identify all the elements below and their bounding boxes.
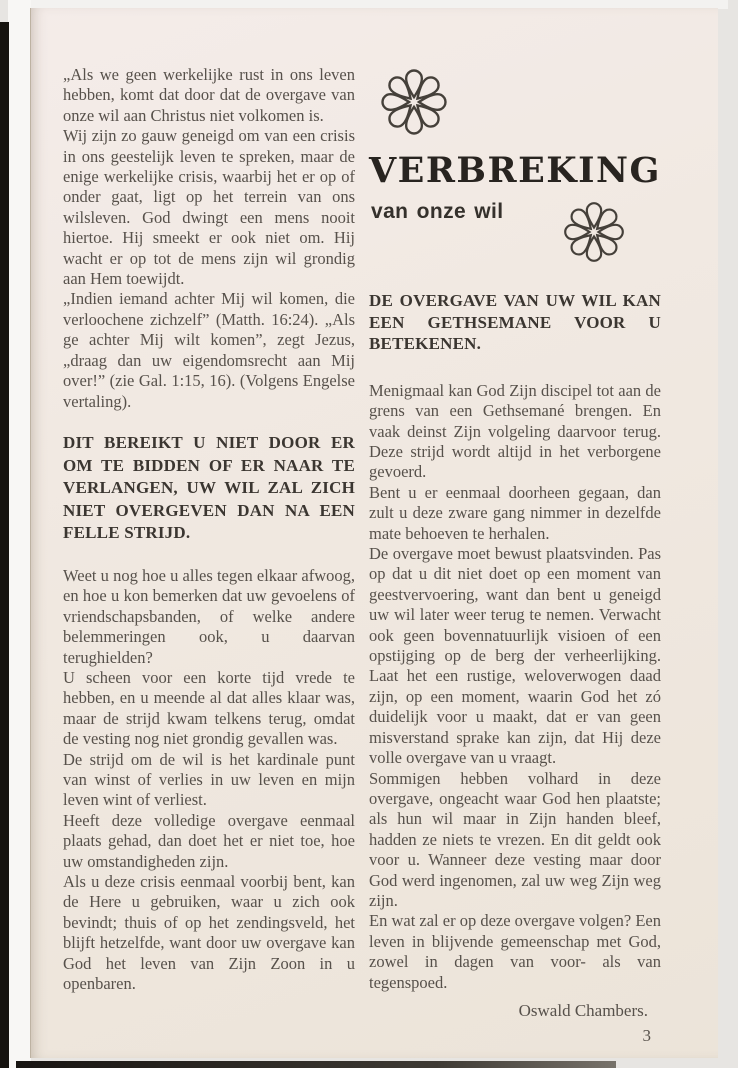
right-column: [369, 8, 661, 1047]
section-heading-right: DE OVERGAVE VAN UW WIL KAN EEN GETHSEMANE VOOR U BETEKENEN.: [369, 291, 661, 354]
paragraph: Weet u nog hoe u alles tegen elkaar afwoog, en hoe u kon bemerken dat uw gevoelens of vriendschapsbanden, of welke andere belemmeringen ook, u daarvan terughielden?: [63, 565, 355, 667]
paragraph: Wij zijn zo gauw geneigd om van een crisis in ons geestelijk leven te spreken, maar de enige werkelijke crisis, waarbij het er op of onder gaat, ligt op het terrein van ons wilsleven. God dwingt een mens nooit hiertoe. Hij smeekt er ook niet om. Hij wacht er op tot de mens zijn wil grondig aan Hem toewijdt.: [63, 126, 355, 289]
paragraph: De overgave moet bewust plaatsvinden. Pas op dat u dit niet doet op een moment van geestvervoering, want dan bent u geneigd uw wil later weer terug te nemen. Verwacht ook geen bovennatuurlijk visioen of een opstijging op de berg der verheerlijking. Laat het een rustige, weloverwogen daad zijn, op een moment, waarin God het zó duidelijk voor u maakt, dat er van geen misverstand sprake kan zijn, dat Hij deze volle overgave van u vraagt.: [369, 544, 661, 768]
paragraph: Heeft deze volledige overgave eenmaal plaats gehad, dan doet het er niet toe, hoe uw omstandigheden zijn.: [63, 810, 355, 871]
author-signature: Oswald Chambers.: [518, 1000, 648, 1020]
subtitle-row: [369, 198, 661, 264]
scan-edge-left: [0, 22, 9, 1068]
flower-ornament-icon: [379, 67, 449, 137]
article-title: VERBREKING: [369, 150, 661, 191]
left-column: [63, 65, 355, 994]
scan-edge-white-sliver: [8, 0, 31, 1068]
page-number: 3: [642, 1026, 651, 1046]
paragraph: Menigmaal kan God Zijn discipel tot aan de grens van een Gethsemané brengen. En vaak deinst Zijn volgeling daarvoor terug. Deze strijd wordt altijd in het verborgene gevoerd.: [369, 380, 661, 482]
paragraph: Sommigen hebben volhard in deze overgave, ongeacht waar God hen plaatste; als hun wil maar in Zijn handen bleef, hadden ze niets te vrezen. En dit geldt ook voor u. Wanneer deze vesting maar door God werd ingenomen, zal uw weg Zijn weg zijn.: [369, 768, 661, 910]
paragraph: De strijd om de wil is het kardinale punt van winst of verlies in uw leven en mijn leven wint of verliest.: [63, 749, 355, 810]
magazine-page: [30, 8, 718, 1058]
flower-ornament-icon: [562, 200, 626, 264]
paragraph: „Indien iemand achter Mij wil komen, die verloochene zichzelf” (Matth. 16:24). „Als ge achter Mij wilt komen”, zegt Jezus, „draag dan uw eigendomsrecht aan Mij over!” (zie Gal. 1:15, 16). (Volgens Engelse vertaling).: [63, 289, 355, 411]
section-heading-left: DIT BEREIKT U NIET DOOR ER OM TE BIDDEN OF ER NAAR TE VERLANGEN, UW WIL ZAL ZICH NIET OVERGEVEN DAN NA EEN FELLE STRIJD.: [63, 432, 355, 543]
article-subtitle: van onze wil: [371, 200, 504, 223]
paragraph: „Als we geen werkelijke rust in ons leven hebben, komt dat door dat de overgave van onze wil aan Christus niet volkomen is.: [63, 65, 355, 125]
paragraph: U scheen voor een korte tijd vrede te hebben, en u meende al dat alles klaar was, maar de strijd kwam telkens terug, omdat de vesting nog niet grondig gevallen was.: [63, 667, 355, 749]
paragraph: Als u deze crisis eenmaal voorbij bent, kan de Here u gebruiken, waar u zich ook bevindt; thuis of op het zendingsveld, het blijft hetzelfde, want door uw overgave kan God het leven van Zijn Zoon in u openbaren.: [63, 871, 355, 993]
paragraph: Bent u er eenmaal doorheen gegaan, dan zult u deze zware gang nimmer in dezelfde mate behoeven te herhalen.: [369, 482, 661, 543]
scan-edge-bottom: [16, 1061, 616, 1068]
paragraph: En wat zal er op deze overgave volgen? Een leven in blijvende gemeenschap met God, zowel in dagen van voor- als van tegenspoed.: [369, 911, 661, 992]
